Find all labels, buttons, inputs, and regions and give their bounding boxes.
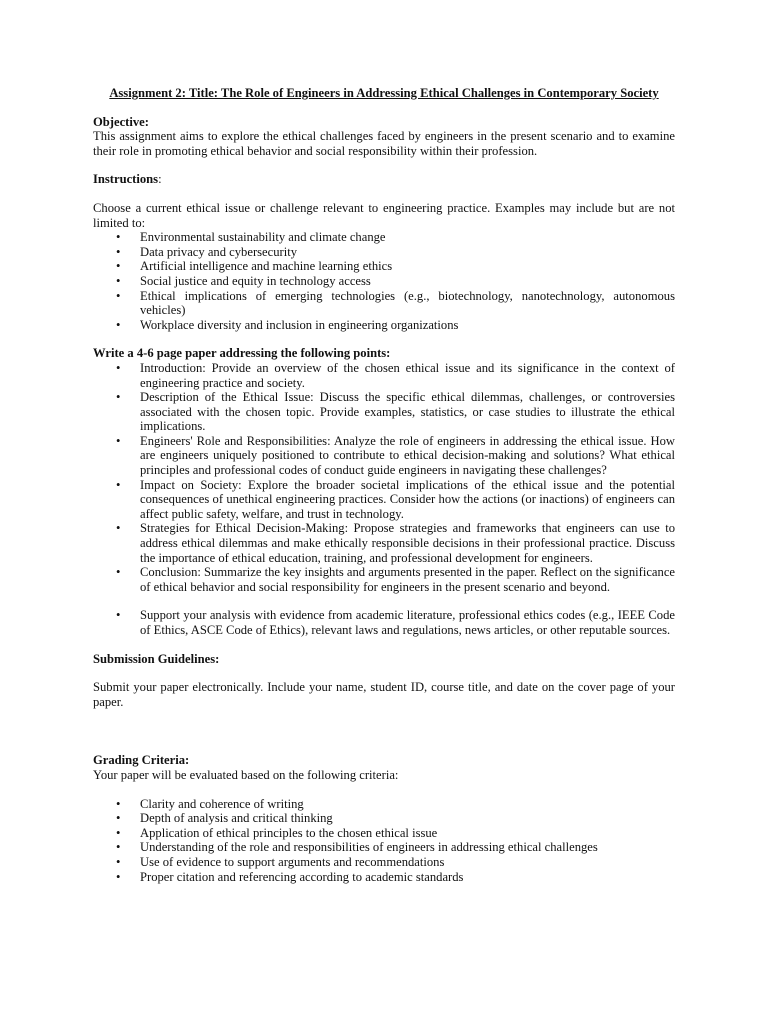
list-item: • Description of the Ethical Issue: Discuss the specific ethical dilemmas, challenges, or controversies associated with the chosen topic. Provide examples, statistics, or case studies to illustrate the ethical implications.	[93, 390, 675, 434]
list-item: • Use of evidence to support arguments and recommendations	[93, 855, 675, 870]
objective-heading: Objective:	[93, 114, 149, 129]
list-item: • Workplace diversity and inclusion in engineering organizations	[93, 318, 675, 333]
list-item: • Clarity and coherence of writing	[93, 797, 675, 812]
support-list	[93, 608, 675, 637]
paper-points-list	[93, 361, 675, 595]
list-item: • Environmental sustainability and climate change	[93, 230, 675, 245]
document-page	[93, 86, 675, 884]
list-item: • Understanding of the role and responsibilities of engineers in addressing ethical challenges	[93, 840, 675, 855]
list-item: • Strategies for Ethical Decision-Making: Propose strategies and frameworks that engineers can use to address ethical dilemmas and make ethically responsible decisions in their professional practice. Discuss the importance of ethical education, training, and professional development for engineers.	[93, 521, 675, 565]
list-item: • Conclusion: Summarize the key insights and arguments presented in the paper. Reflect on the significance of ethical behavior and social responsibility for engineers in the present scenario and beyond.	[93, 565, 675, 594]
list-item: • Data privacy and cybersecurity	[93, 245, 675, 260]
submission-text: Submit your paper electronically. Include your name, student ID, course title, and date on the cover page of your paper.	[93, 680, 675, 709]
instructions-heading	[93, 172, 675, 187]
criteria-list	[93, 797, 675, 885]
objective-text: This assignment aims to explore the ethical challenges faced by engineers in the present scenario and to examine their role in promoting ethical behavior and social responsibility within their profession.	[93, 129, 675, 158]
submission-heading: Submission Guidelines:	[93, 651, 220, 666]
examples-list	[93, 230, 675, 332]
instructions-heading-label: Instructions	[93, 172, 159, 187]
list-item: • Support your analysis with evidence from academic literature, professional ethics codes (e.g., IEEE Code of Ethics, ASCE Code of Ethics), relevant laws and regulations, news articles, or other reputable sources.	[93, 608, 675, 637]
list-item: • Social justice and equity in technology access	[93, 274, 675, 289]
list-item: • Introduction: Provide an overview of the chosen ethical issue and its significance in the context of engineering practice and society.	[93, 361, 675, 390]
list-item: • Application of ethical principles to the chosen ethical issue	[93, 826, 675, 841]
list-item: • Proper citation and referencing according to academic standards	[93, 870, 675, 885]
list-item: • Artificial intelligence and machine learning ethics	[93, 259, 675, 274]
paper-heading: Write a 4-6 page paper addressing the following points:	[93, 346, 391, 361]
list-item: • Engineers' Role and Responsibilities: Analyze the role of engineers in addressing the ethical issue. How are engineers uniquely positioned to contribute to ethical decision-making and solutions? What ethical principles and professional codes of conduct guide engineers in navigating these challenges?	[93, 434, 675, 478]
document-title: Assignment 2: Title: The Role of Engineers in Addressing Ethical Challenges in Contemporary Society	[109, 86, 659, 100]
grading-heading: Grading Criteria:	[93, 753, 190, 768]
instructions-heading-colon: :	[158, 172, 162, 187]
list-item: • Ethical implications of emerging technologies (e.g., biotechnology, nanotechnology, autonomous vehicles)	[93, 289, 675, 318]
grading-intro: Your paper will be evaluated based on the following criteria:	[93, 767, 399, 782]
instructions-intro: Choose a current ethical issue or challenge relevant to engineering practice. Examples may include but are not limited to:	[93, 200, 675, 230]
list-item: • Depth of analysis and critical thinking	[93, 811, 675, 826]
list-item: • Impact on Society: Explore the broader societal implications of the ethical issue and the potential consequences of unethical engineering practices. Consider how the actions (or inactions) of engineers can affect public safety, welfare, and trust in technology.	[93, 478, 675, 522]
